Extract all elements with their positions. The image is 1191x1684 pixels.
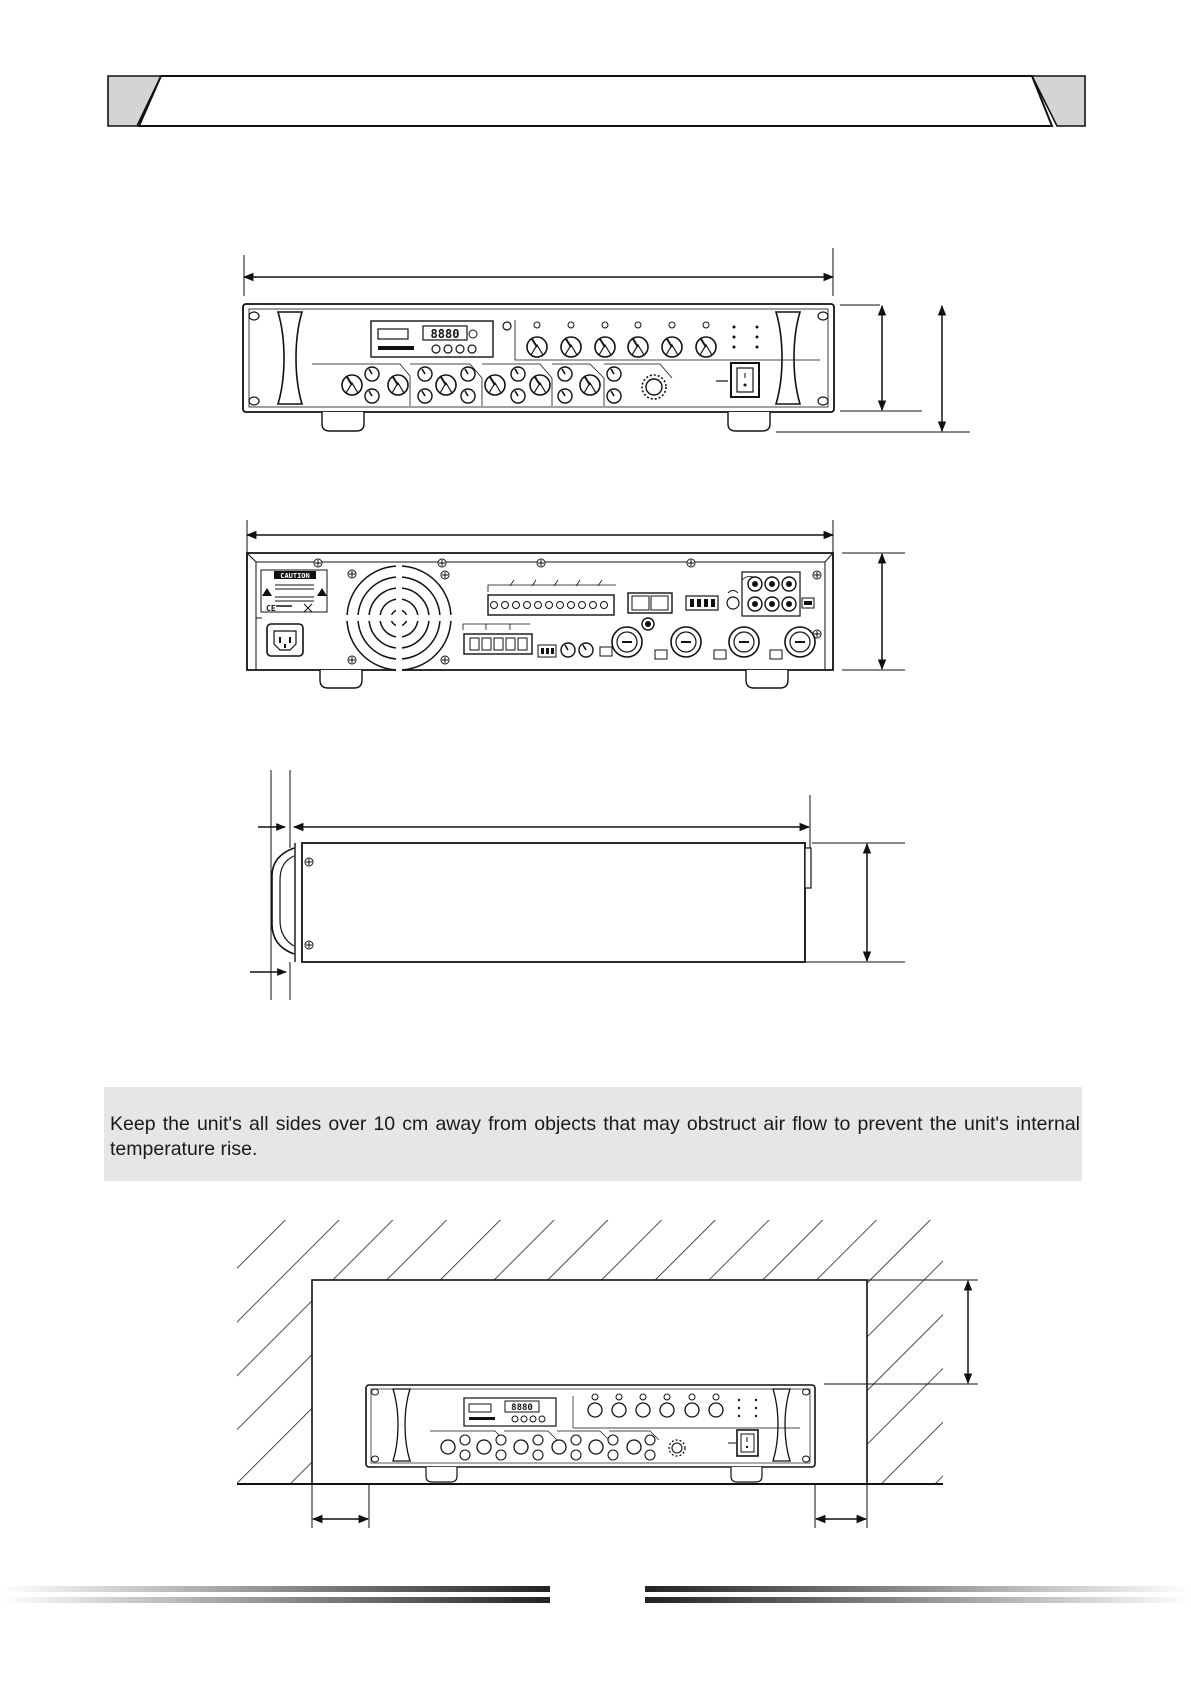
side-view-drawing	[250, 770, 905, 1000]
caution-label: CAUTION	[280, 572, 310, 580]
ventilation-note: Keep the unit's all sides over 10 cm away from objects that may obstruct air flow to prevent the unit's internal temperature rise.	[110, 1113, 1080, 1160]
header-banner	[108, 76, 1085, 126]
front-view-drawing	[243, 248, 970, 432]
ce-mark: CE	[266, 604, 276, 613]
installation-clearance-drawing	[237, 1220, 978, 1528]
footer-bars	[0, 1586, 1191, 1603]
install-display-readout: 8880	[511, 1403, 533, 1413]
front-display-readout: 8880	[430, 327, 460, 341]
rear-view-drawing	[247, 520, 905, 688]
